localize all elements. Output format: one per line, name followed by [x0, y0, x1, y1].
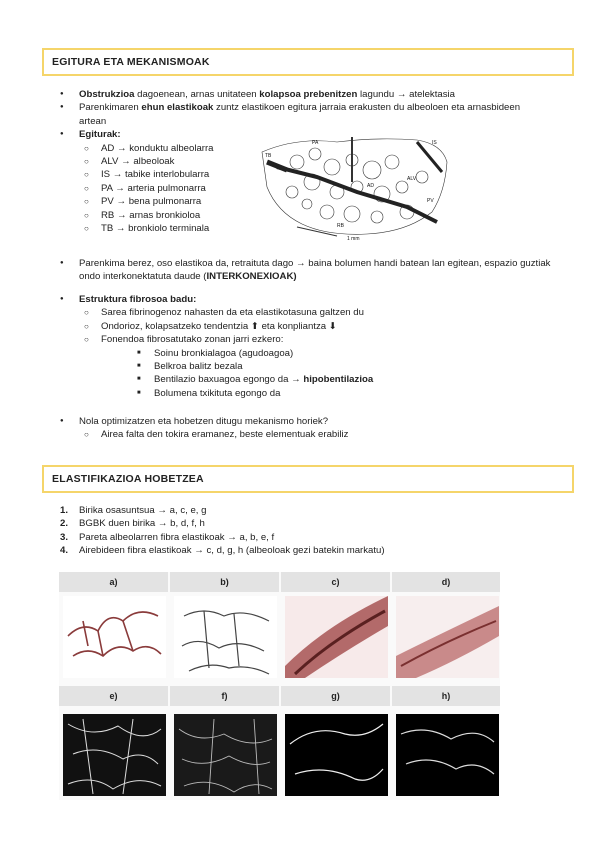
auscultation-item [154, 373, 554, 386]
numbered-item [60, 531, 554, 544]
numbered-item [60, 517, 554, 530]
auscultation-item: ■ Soinu bronkialagoa (agudoagoa) [154, 347, 554, 360]
text: Parenkima berez, oso elastikoa da, retraituta dago → baina bolumen handi batean lan egitean, espazio guztiak ondo interkonektatuta daude ( [79, 258, 551, 283]
figure-label: IS [432, 140, 437, 146]
figure-label: 1 mm [347, 236, 360, 242]
panel-label: g) [281, 686, 390, 706]
figure-label: TB [265, 153, 272, 159]
histology-image-e [63, 714, 166, 796]
fibrosis-label: Estruktura fibrosoa badu: [79, 294, 197, 305]
fibrosis-item: ○ Ondorioz, kolapsatzeko tendentzia ⬆ eta konpliantza ⬇ [101, 320, 554, 333]
structure-item: ○ PA → arteria pulmonarra [101, 182, 549, 195]
histology-image-h [396, 714, 499, 796]
text: Bentilazio baxuagoa egongo da → [154, 374, 304, 386]
lung-structure-figure [257, 132, 450, 242]
text: lagundu → atelektasia [357, 89, 455, 100]
fibrosis-item [101, 333, 554, 400]
text: zuntz elastikoen egitura jarraia erakusten du albeoloen eta arnasbideen artean [79, 102, 521, 127]
term-interconnections: INTERKONEXIOAK) [206, 271, 297, 283]
term-elastic-tissue: ehun elastikoak [141, 102, 214, 114]
bullet-interconnection [79, 257, 554, 284]
histology-image-c [285, 596, 388, 678]
figure-label: RB [337, 223, 344, 229]
structure-item: ○ IS → tabike interlobularra [101, 168, 549, 181]
histology-image-g [285, 714, 388, 796]
panel-label: d) [392, 572, 500, 592]
term-collapse: kolapsoa prebenitzen [259, 89, 358, 100]
section-header-structure [42, 48, 574, 76]
item-number: 4. [60, 545, 69, 557]
panel-label: h) [392, 686, 500, 706]
auscultation-item: ■ Belkroa balitz bezala [154, 360, 554, 373]
panel-label: a) [59, 572, 168, 592]
structure-item: ○ TB → bronkiolo terminala [101, 222, 549, 235]
histology-image-a [63, 596, 166, 678]
fibrosis-item: ○ Sarea fibrinogenoz nahasten da eta elastikotasuna galtzen du [101, 306, 554, 319]
section-title: EGITURA ETA MEKANISMOAK [52, 56, 210, 68]
panel-label: e) [59, 686, 168, 706]
structure-item: ○ AD → konduktu albeolarra [101, 142, 549, 155]
item-number: 1. [60, 505, 69, 516]
bullet-fibrosis [79, 293, 554, 400]
figure-label: PV [427, 198, 434, 204]
structures-label: Egiturak: [79, 129, 121, 141]
panel-label: f) [170, 686, 279, 706]
structure-item: ○ RB → arnas bronkioloa [101, 209, 549, 222]
histology-image-b [174, 596, 277, 678]
text: Fonendoa fibrosatutako zonan jarri ezkero: [101, 334, 284, 346]
numbered-item [60, 544, 554, 557]
text: Parenkimaren [79, 102, 142, 114]
figure-label: PA [312, 140, 319, 146]
optimization-block [79, 415, 554, 442]
bullet-optimization [79, 415, 554, 442]
panel-label: c) [281, 572, 390, 592]
text: Nola optimizatzen eta hobetzen ditugu mekanismo horiek? [79, 416, 329, 427]
bullet-obstruction [79, 88, 549, 101]
item-text: Birika osasuntsua → a, c, e, g [79, 505, 207, 516]
section1-body-lower [79, 257, 554, 284]
section-title: ELASTIFIKAZIOA HOBETZEA [52, 473, 204, 485]
item-number: 3. [60, 531, 69, 543]
structure-item: ○ ALV → albeoloak [101, 155, 549, 168]
figure-label: AD [367, 183, 374, 189]
item-text: BGBK duen birika → b, d, f, h [79, 518, 205, 530]
bullet-parenchyma [79, 101, 549, 128]
term-obstruction: Obstrukzioa [79, 89, 135, 100]
numbered-item [60, 504, 554, 517]
structure-item: ○ PV → bena pulmonarra [101, 195, 549, 208]
item-text: Pareta albeolarren fibra elastikoak → a, b, e, f [79, 531, 275, 543]
histology-image-d [396, 596, 499, 678]
numbered-list [60, 504, 554, 558]
histology-grid [59, 572, 500, 800]
section-header-elastification [42, 465, 574, 493]
item-number: 2. [60, 518, 69, 530]
item-text: Airebideen fibra elastikoak → c, d, g, h (albeoloak gezi batekin markatu) [79, 545, 385, 557]
auscultation-item: ■ Bolumena txikituta egongo da [154, 387, 554, 400]
panel-label: b) [170, 572, 279, 592]
figure-label: ALV [407, 176, 417, 182]
text: dagoenean, arnas unitateen [134, 89, 260, 100]
fibrosis-block [79, 293, 554, 400]
histology-image-f [174, 714, 277, 796]
term-hypoventilation: hipobentilazioa [303, 374, 374, 386]
optimization-item: ○ Airea falta den tokira eramanez, beste elementuak erabiliz [101, 428, 554, 441]
